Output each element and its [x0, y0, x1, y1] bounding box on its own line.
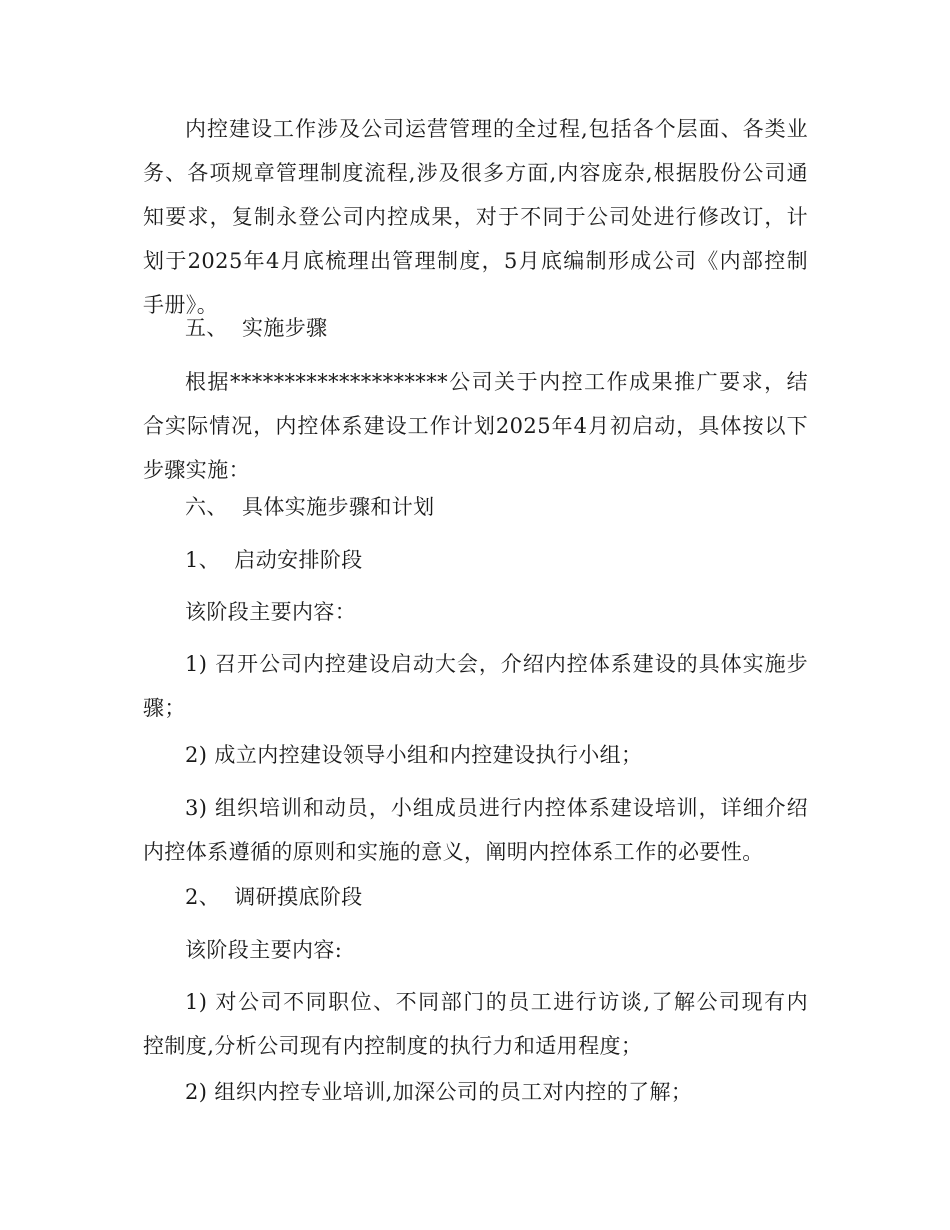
text-line: 1) 对公司不同职位、不同部门的员工进行访谈,了解公司现有内: [185, 990, 808, 1014]
list-item: [143, 980, 808, 1068]
text-line: 2) 组织内控专业培训,加深公司的员工对内控的了解；: [185, 1080, 693, 1104]
stage-content-label: [143, 590, 808, 634]
text-line: 内控建设工作涉及公司运营管理的全过程,包括各个层面、各类业: [185, 117, 808, 141]
stage-content-label: [143, 928, 808, 972]
text-line: 2) 成立内控建设领导小组和内控建设执行小组；: [185, 743, 643, 767]
text-line: 根据********************公司关于内控工作成果推广要求，结: [185, 370, 808, 394]
text-line: 骤；: [143, 696, 186, 720]
text-line: 务、各项规章管理制度流程,涉及很多方面,内容庞杂,根据股份公司通: [143, 161, 808, 185]
heading-text: 2、 调研摸底阶段: [185, 885, 363, 909]
text-line: 1) 召开公司内控建设启动大会，介绍内控体系建设的具体实施步: [185, 652, 808, 676]
list-item: [143, 733, 808, 777]
text-line: 知要求，复制永登公司内控成果，对于不同于公司处进行修改订，计: [143, 205, 808, 229]
heading-text: 1、 启动安排阶段: [185, 548, 363, 572]
list-item: [143, 786, 808, 874]
list-item: [143, 642, 808, 730]
paragraph-scope: [143, 107, 808, 327]
section-heading-six: [143, 485, 808, 529]
heading-text: 五、 实施步骤: [185, 316, 328, 340]
subsection-heading-survey: [143, 875, 808, 919]
text-line: 3) 组织培训和动员，小组成员进行内控体系建设培训，详细介绍: [185, 796, 808, 820]
section-heading-five: [143, 306, 808, 350]
subsection-heading-startup: [143, 538, 808, 582]
text-line: 该阶段主要内容：: [185, 600, 357, 624]
text-line: 合实际情况，内控体系建设工作计划2025年4月初启动，具体按以下: [143, 414, 808, 438]
heading-text: 六、 具体实施步骤和计划: [185, 495, 435, 519]
paragraph-implementation: [143, 360, 808, 492]
list-item: [143, 1070, 808, 1114]
text-line: 内控体系遵循的原则和实施的意义，阐明内控体系工作的必要性。: [143, 840, 764, 864]
text-line: 控制度,分析公司现有内控制度的执行力和适用程度；: [143, 1034, 643, 1058]
text-line: 该阶段主要内容:: [185, 938, 343, 962]
text-line: 手册》。: [143, 293, 219, 317]
text-line: 划于2025年4月底梳理出管理制度，5月底编制形成公司《内部控制: [143, 249, 808, 273]
text-line: 步骤实施：: [143, 458, 250, 482]
